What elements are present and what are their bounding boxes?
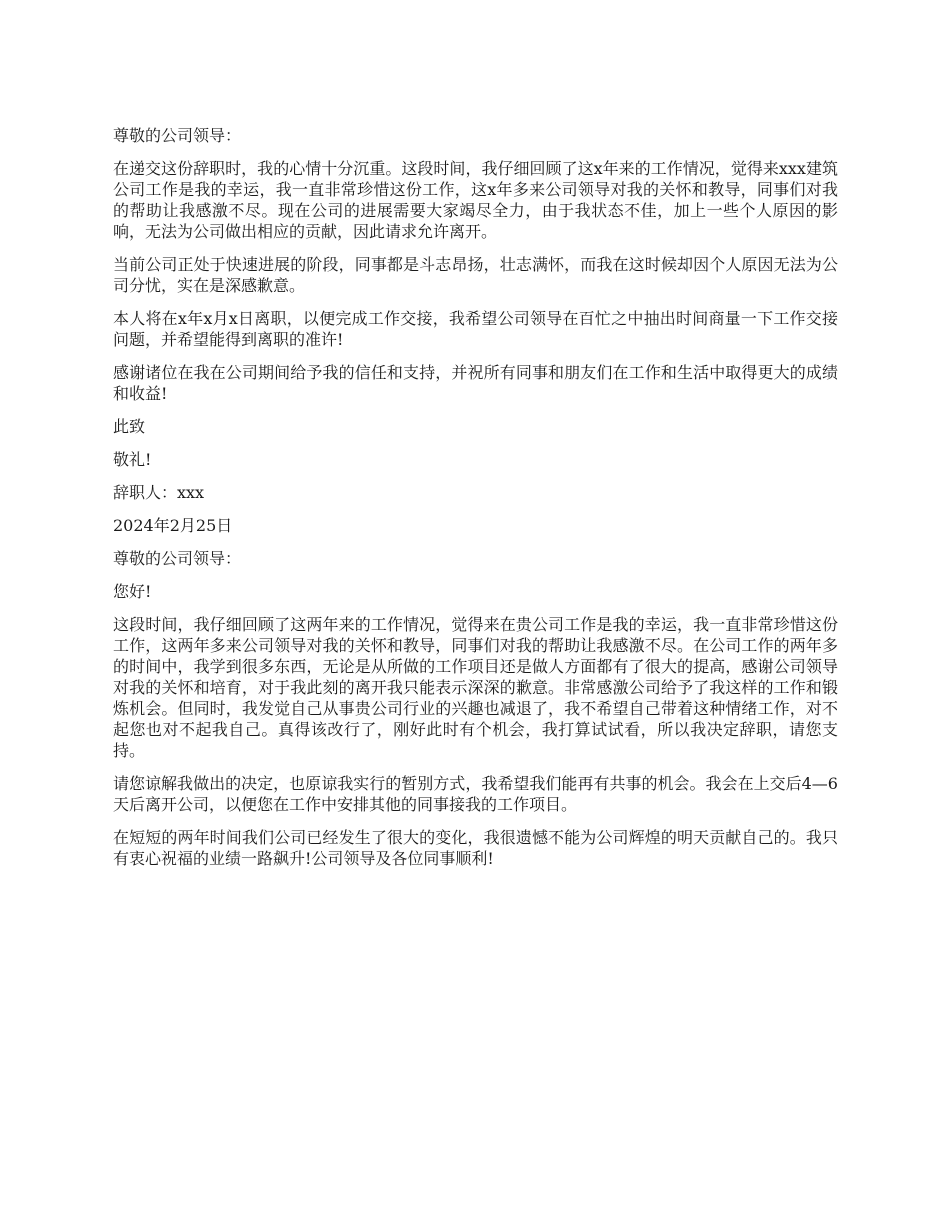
salutation-2: 尊敬的公司领导：	[113, 549, 242, 568]
greeting: 您好!	[113, 582, 152, 601]
closing-line-1: 此致	[113, 417, 146, 436]
date: 2024年2月25日	[113, 516, 233, 535]
body-paragraph-7: 在短短的两年时间我们公司已经发生了很大的变化，我很遗憾不能为公司辉煌的明天贡献自己的。我只有衷心祝福的业绩一路飙升!公司领导及各位同事顺利!	[113, 828, 838, 868]
body-paragraph-2: 当前公司正处于快速进展的阶段，同事都是斗志昂扬，壮志满怀，而我在这时候却因个人原因无法为公司分忧，实在是深感歉意。	[113, 255, 838, 295]
document-page	[113, 125, 838, 881]
body-paragraph-1: 在递交这份辞职时，我的心情十分沉重。这段时间，我仔细回顾了这x年来的工作情况，觉得来xxx建筑公司工作是我的幸运，我一直非常珍惜这份工作，这x年多来公司领导对我的关怀和教导，同事们对我的帮助让我感激不尽。现在公司的进展需要大家竭尽全力，由于我状态不佳，加上一些个人原因的影响，无法为公司做出相应的贡献，因此请求允许离开。	[113, 159, 838, 241]
body-paragraph-5: 这段时间，我仔细回顾了这两年来的工作情况，觉得来在贵公司工作是我的幸运，我一直非常珍惜这份工作，这两年多来公司领导对我的关怀和教导，同事们对我的帮助让我感激不尽。在公司工作的两年多的时间中，我学到很多东西，无论是从所做的工作项目还是做人方面都有了很大的提高，感谢公司领导对我的关怀和培育，对于我此刻的离开我只能表示深深的歉意。非常感激公司给予了我这样的工作和锻炼机会。但同时，我发觉自己从事贵公司行业的兴趣也减退了，我不希望自己带着这种情绪工作，对不起您也对不起我自己。真得该改行了，刚好此时有个机会，我打算试试看，所以我决定辞职，请您支持。	[113, 615, 838, 760]
body-paragraph-3: 本人将在x年x月x日离职，以便完成工作交接，我希望公司领导在百忙之中抽出时间商量一下工作交接问题，并希望能得到离职的准许!	[113, 309, 838, 349]
signature: 辞职人：xxx	[113, 483, 205, 502]
closing-line-2: 敬礼!	[113, 450, 152, 469]
body-paragraph-6: 请您谅解我做出的决定，也原谅我实行的暂别方式，我希望我们能再有共事的机会。我会在上交后4—6天后离开公司，以便您在工作中安排其他的同事接我的工作项目。	[113, 774, 838, 814]
body-paragraph-4: 感谢诸位在我在公司期间给予我的信任和支持，并祝所有同事和朋友们在工作和生活中取得更大的成绩和收益!	[113, 363, 838, 403]
salutation-1: 尊敬的公司领导：	[113, 126, 242, 145]
